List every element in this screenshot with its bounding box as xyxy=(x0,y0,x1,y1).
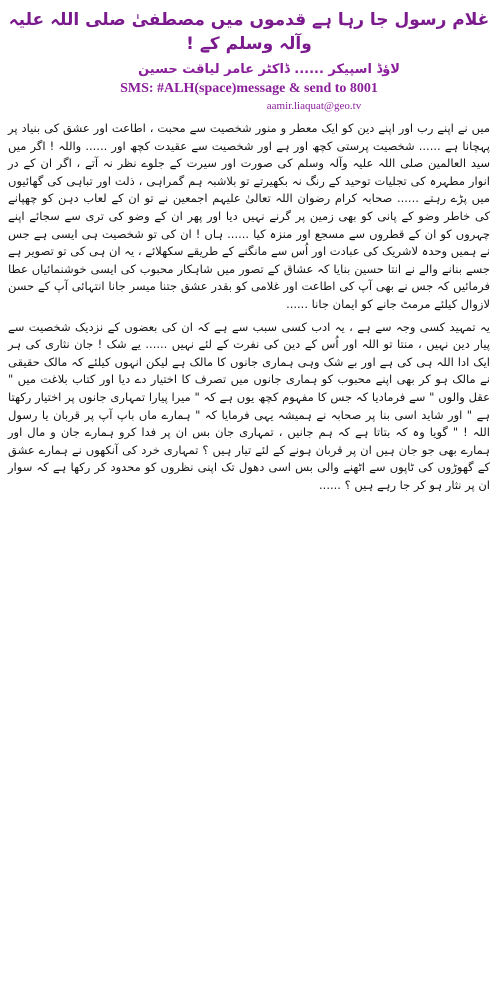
article-paragraph-2: یہ تمہید کسی وجہ سے ہے ، یہ ادب کسی سبب سے ہے کہ ان کی بعضوں کے نزدیک شخصیت سے پیار دین نہیں ، منتا تو اللہ اور اُس کے دین کی نفرت کے لئے نہیں ...... یے شک ! جان نثاری کی ہر ایک ادا اللہ ہی کی ہے اور بے شک وہی ہماری جانوں کا مالک ہے لیکن انہوں کیلئے کہ مالک حقیقی نے مالک ہو کر بھی اپنے محبوب کو ہماری جانوں میں تصرف کا اختیار دے دیا اور کتاب بلاغت میں " عقل والوں " سے فرمادیا کہ جس کا مفہوم کچھ یوں ہے کہ " میرا پیارا تمہاری جانوں پر اختیار رکھتا ہے " اور شاید اسی بنا پر صحابہ نے ہمیشہ یہی فرمایا کہ " ہمارے ماں باپ آپ پر قربان یا رسول اللہ ! " گویا وہ کہ بتاتا ہے کہ ہم جانیں ، تمہاری جان بس ان پر فدا کرو ہمارے جان و مال اور ہمارے بھی جو جان ہیں ان پر قربان ہونے کے لئے تیار ہیں ؟ تمہاری خرد کی آنکھوں نے ہمارے عشق کے گھوڑوں کی ٹاپوں سے اٹھنے والی بس اسی دھول تک اپنی نظروں کو محدود کر رکھا ہے کہ سوار ان پر نثار ہو کر جا رہے ہیں ؟ ...... xyxy=(8,319,490,492)
article-headline: غلام رسول جا رہا ہے قدموں میں مصطفیٰ صلی اللہ علیہ وآلہ وسلم کے ! xyxy=(8,10,490,54)
article-paragraph-1: میں نے اپنے رب اور اپنے دین کو ایک معطر و منور شخصیت سے محبت ، اطاعت اور عشق کی بنیاد پر پہچانا ہے ...... شخصیت پرستی کچھ اور ہے اور شخصیت سے عقیدت کچھ اور ...... واللہ ! اگر میں سید العالمین صلی اللہ علیہ وآلہ وسلم کی صورت اور سیرت کے جلوے نظر نہ آتے ، اگر ان کے در انوار مطہرہ کی تجلیات توحید کے رنگ نہ بکھیرتے تو بلاشبہ ہم گمراہی ، ذلت اور تباہی کی گھائیوں میں پڑے رہتے ...... صحابہ کرام رضوان اللہ تعالیٰ علیہم اجمعین نے تو ان کے لعاب دہن کو چھپانے کی خاطر وضو کے پانی کو بھی زمین پر گرنے نہیں دیا اور پھر ان کے وضو کی تری سے سجائے اپنے چہروں کو ان کے قطروں سے مسجع اور منزہ کیا ...... ہاں ! ان کی تو شخصیت ہی ایسی ہے جس نے ہمیں وحدہ لاشریک کی عبادت اور اُس سے مانگنے کے طریقے سکھلائے ، یہ ان ہی کی تو تصویر ہے جسے بنانے والے نے انتا حسین بنایا کہ عشاق کے تصور میں شاہکار محبوب کی ایسی خوشنمائیاں عطا فرمائیں کہ جس نے بھی آپ کی اطاعت اور غلامی کو بقدر عشق جتنا میسر جانا انتہائی آپ کے حسن لازوال کیلئے مرمٹ جانے کو ایمان جانا ...... xyxy=(8,121,490,311)
author-email: aamir.liaquat@geo.tv xyxy=(266,100,362,112)
author-byline: لاؤڈ اسپیکر ...... ڈاکٹر عامر لیاقت حسین xyxy=(138,62,400,77)
sms-line: SMS: #ALH(space)message & send to 8001 xyxy=(120,81,378,96)
